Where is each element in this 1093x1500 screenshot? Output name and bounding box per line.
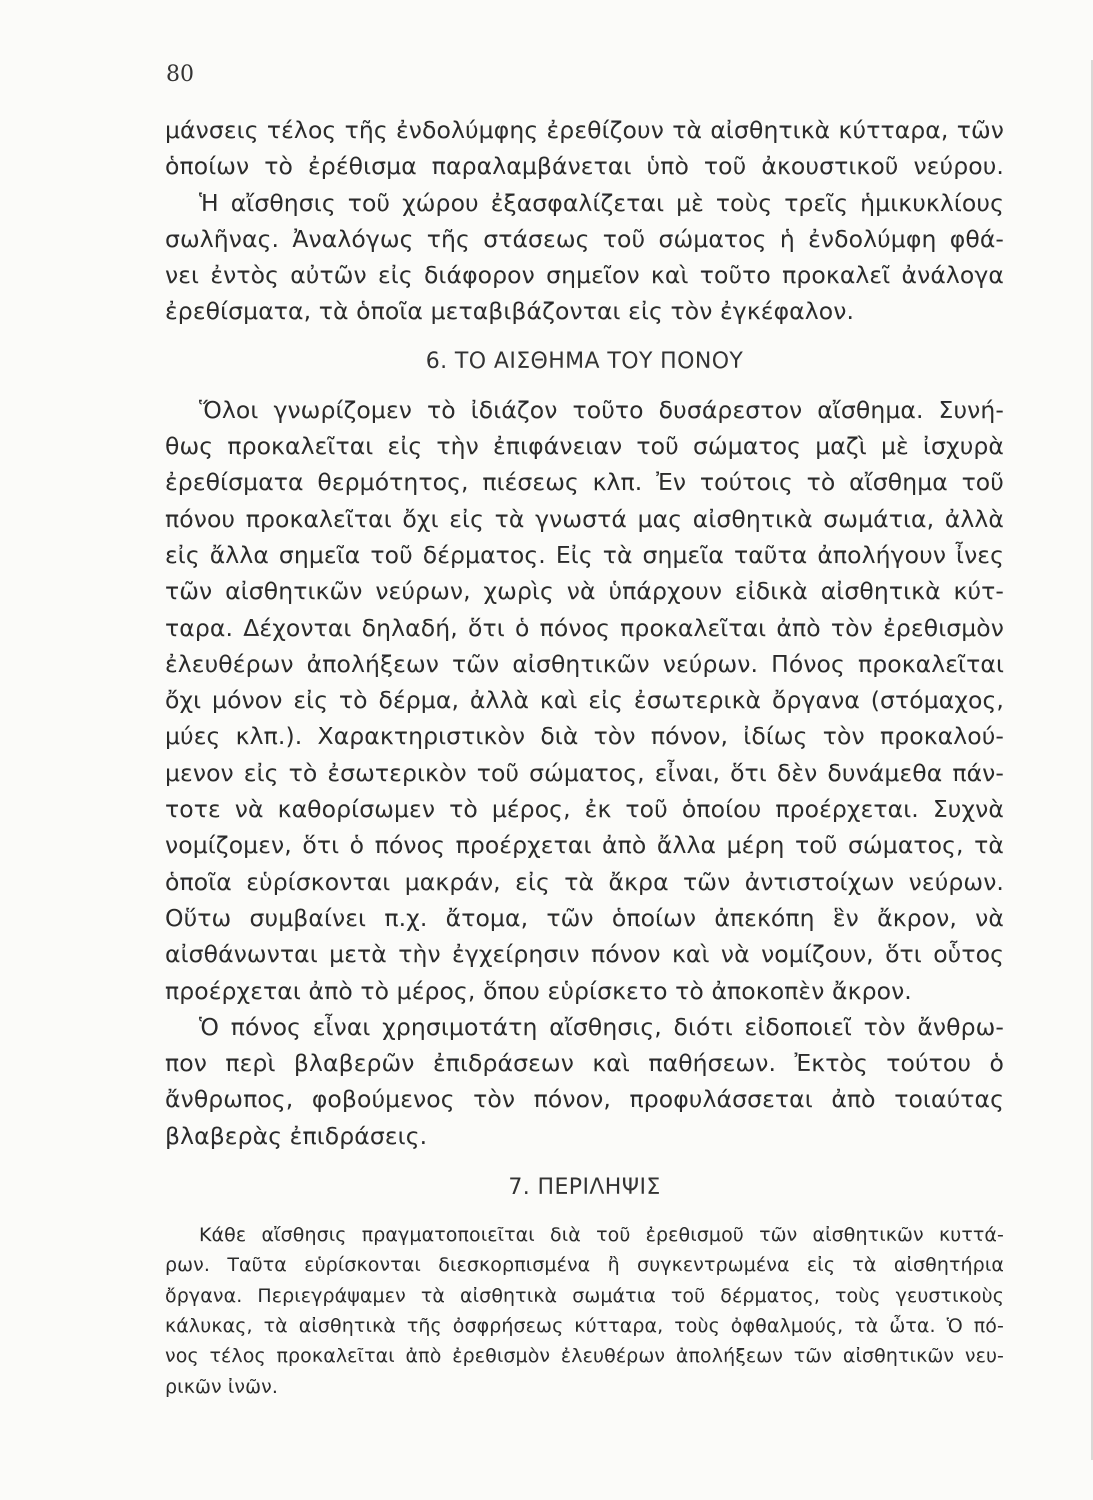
text-line: κάλυκας, τὰ αἰσθητικὰ τῆς ὀσφρήσεως κύτταρα, τοὺς ὀφθαλμούς, τὰ ὦτα. Ὁ πό- (165, 1314, 1004, 1337)
text-line: μύες κλπ.). Χαρακτηριστικὸν διὰ τὸν πόνον, ἰδίως τὸν προκαλού- (165, 722, 1004, 751)
text-line: προέρχεται ἀπὸ τὸ μέρος, ὅπου εὑρίσκετο τὸ ἀποκοπὲν ἄκρον. (165, 976, 912, 1005)
text-line: βλαβερὰς ἐπιδράσεις. (165, 1121, 428, 1150)
text-line: πον περὶ βλαβερῶν ἐπιδράσεων καὶ παθήσεων. Ἐκτὸς τούτου ὁ (165, 1049, 1004, 1078)
text-line: ρων. Ταῦτα εὑρίσκονται διεσκορπισμένα ἢ συγκεντρωμένα εἰς τὰ αἰσθητήρια (165, 1254, 1004, 1277)
text-line: ὄχι μόνον εἰς τὸ δέρμα, ἀλλὰ καὶ εἰς ἐσωτερικὰ ὄργανα (στόμαχος, (165, 686, 1004, 715)
text-line: τῶν αἰσθητικῶν νεύρων, χωρὶς νὰ ὑπάρχουν εἰδικὰ αἰσθητικὰ κύτ- (165, 577, 1004, 606)
text-line: θως προκαλεῖται εἰς τὴν ἐπιφάνειαν τοῦ σώματος μαζὶ μὲ ἰσχυρὰ (165, 432, 1004, 461)
text-line: ὁποίων τὸ ἐρέθισμα παραλαμβάνεται ὑπὸ τοῦ ἀκουστικοῦ νεύρου. (165, 152, 1004, 181)
text-line: μενον εἰς τὸ ἐσωτερικὸν τοῦ σώματος, εἶναι, ὅτι δὲν δυνάμεθα πάν- (165, 758, 1004, 787)
text-line: αἰσθάνωνται μετὰ τὴν ἐγχείρησιν πόνον καὶ νὰ νομίζουν, ὅτι οὗτος (165, 940, 1004, 969)
text-line: νομίζομεν, ὅτι ὁ πόνος προέρχεται ἀπὸ ἄλλα μέρη τοῦ σώματος, τὰ (165, 831, 1004, 860)
section-heading-pain: 6. ΤΟ ΑΙΣΘΗΜΑ ΤΟΥ ΠΟΝΟΥ (425, 348, 744, 374)
section-heading-summary: 7. ΠΕΡΙΛΗΨΙΣ (508, 1175, 661, 1201)
text-line: Ἡ αἴσθησις τοῦ χώρου ἐξασφαλίζεται μὲ τοὺς τρεῖς ἡμικυκλίους (199, 188, 1004, 217)
text-line: ὁποῖα εὑρίσκονται μακράν, εἰς τὰ ἄκρα τῶν ἀντιστοίχων νεύρων. (165, 867, 1004, 896)
text-line: ὄργανα. Περιεγράψαμεν τὰ αἰσθητικὰ σωμάτια τοῦ δέρματος, τοὺς γευστικοὺς (165, 1284, 1004, 1307)
text-line: Ὁ πόνος εἶναι χρησιμοτάτη αἴσθησις, διότι εἰδοποιεῖ τὸν ἄνθρω- (199, 1012, 1004, 1041)
paragraph-pain-usefulness (165, 1009, 1004, 1154)
text-line: νος τέλος προκαλεῖται ἀπὸ ἐρεθισμὸν ἐλευθέρων ἀπολήξεων τῶν αἰσθητικῶν νευ- (165, 1345, 1004, 1368)
text-line: ἐρεθίσματα, τὰ ὁποῖα μεταβιβάζονται εἰς τὸν ἐγκέφαλον. (165, 297, 855, 326)
text-line: Ὅλοι γνωρίζομεν τὸ ἰδιάζον τοῦτο δυσάρεστον αἴσθημα. Συνή- (199, 395, 1004, 424)
text-line: νει ἐντὸς αὐτῶν εἰς διάφορον σημεῖον καὶ τοῦτο προκαλεῖ ἀνάλογα (165, 261, 1004, 290)
text-line: Οὕτω συμβαίνει π.χ. ἄτομα, τῶν ὁποίων ἀπεκόπη ἓν ἄκρον, νὰ (165, 903, 1004, 932)
text-line: ταρα. Δέχονται δηλαδή, ὅτι ὁ πόνος προκαλεῖται ἀπὸ τὸν ἐρεθισμὸν (165, 613, 1004, 642)
page-body (165, 112, 1004, 1402)
text-line: ἐλευθέρων ἀπολήξεων τῶν αἰσθητικῶν νεύρων. Πόνος προκαλεῖται (165, 649, 1004, 678)
text-line: ρικῶν ἰνῶν. (165, 1375, 278, 1398)
text-line: τοτε νὰ καθορίσωμεν τὸ μέρος, ἐκ τοῦ ὁποίου προέρχεται. Συχνὰ (165, 795, 1004, 824)
text-line: ἐρεθίσματα θερμότητος, πιέσεως κλπ. Ἐν τούτοις τὸ αἴσθημα τοῦ (165, 468, 1004, 497)
text-line: Κάθε αἴσθησις πραγματοποιεῖται διὰ τοῦ ἐρεθισμοῦ τῶν αἰσθητικῶν κυττά- (199, 1224, 1004, 1247)
text-line: πόνου προκαλεῖται ὄχι εἰς τὰ γνωστά μας αἰσθητικὰ σωμάτια, ἀλλὰ (165, 504, 1004, 533)
text-line: μάνσεις τέλος τῆς ἐνδολύμφης ἐρεθίζουν τὰ αἰσθητικὰ κύτταρα, τῶν (165, 116, 1004, 144)
paragraph-section-intro (165, 112, 1004, 330)
paragraph-pain-main (165, 392, 1004, 1009)
text-line: εἰς ἄλλα σημεῖα τοῦ δέρματος. Εἰς τὰ σημεῖα ταῦτα ἀπολήγουν ἶνες (165, 540, 1004, 569)
page-number: 80 (166, 62, 194, 87)
paragraph-summary (165, 1220, 1004, 1402)
text-line: ἄνθρωπος, φοβούμενος τὸν πόνον, προφυλάσσεται ἀπὸ τοιαύτας (165, 1085, 1004, 1114)
text-line: σωλῆνας. Ἀναλόγως τῆς στάσεως τοῦ σώματος ἡ ἐνδολύμφη φθά- (165, 224, 1004, 253)
